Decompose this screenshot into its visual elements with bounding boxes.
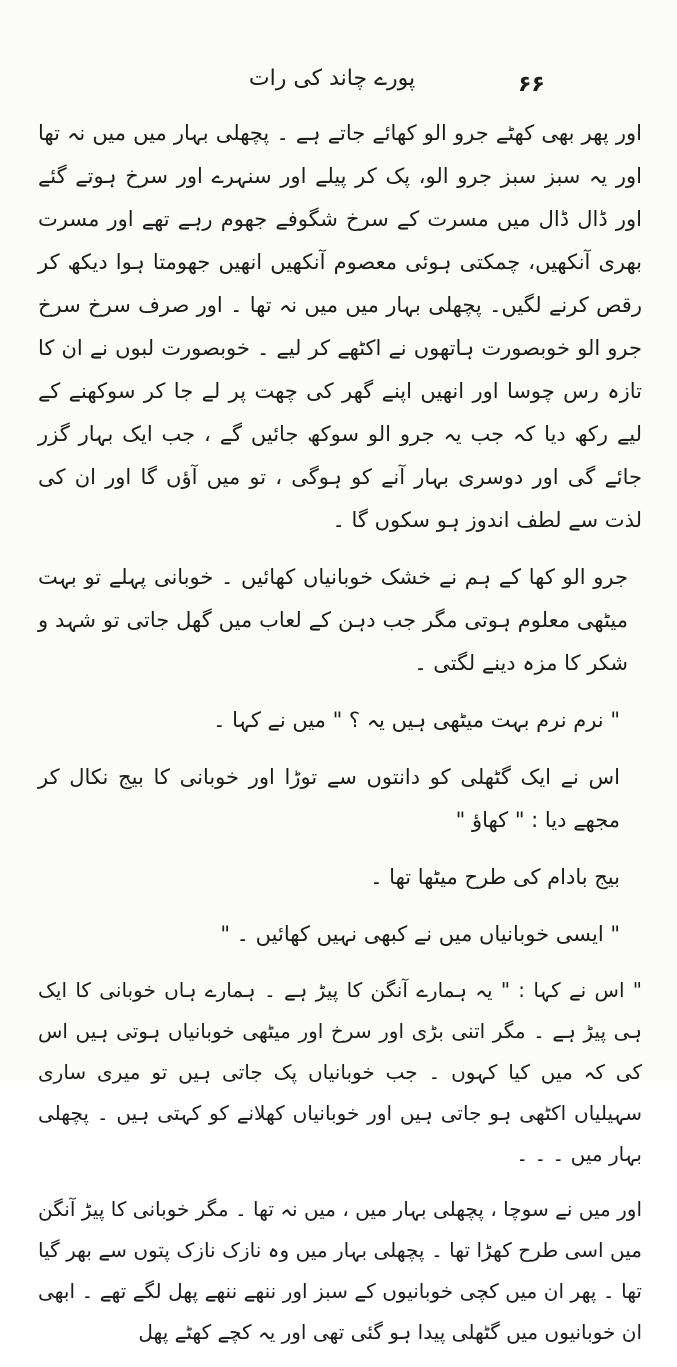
page-header <box>0 62 677 102</box>
page-number: ۶۶ <box>518 72 545 97</box>
paragraph-6: " ایسی خوبانیاں میں نے کبھی نہیں کھائیں ۔ " <box>220 922 620 946</box>
paragraph-3: " نرم نرم بہت میٹھی ہیں یہ ؟ " میں نے کہا ۔ <box>213 708 620 732</box>
page-body <box>38 112 642 1367</box>
paragraph-1: اور پھر بھی کھٹے جرو الو کھائے جاتے ہے ۔ پچھلی بہار میں میں نہ تھا اور یہ سبز سبز جرو الو، پک کر پیلے اور سنہرے اور سرخ ہوتے گئے اور ڈال ڈال میں مسرت کے سرخ شگوفے جھوم رہے تھے اور مسرت بھری آنکھیں، چمکتی ہوئی معصوم آنکھیں انھیں جھومتا ہوا دیکھ کر رقص کرنے لگیں۔ پچھلی بہار میں میں نہ تھا ۔ اور صرف سرخ سرخ جرو الو خوبصورت ہاتھوں نے اکٹھے کر لیے ۔ خوبصورت لبوں نے ان کا تازہ رس چوسا اور انھیں اپنے گھر کی چھت پر لے جا کر سوکھنے کے لیے رکھ دیا کہ جب یہ جرو الو سوکھ جائیں گے ، جب ایک بہار گزر جائے گی اور دوسری بہار آنے کو ہوگی ، تو میں آؤں گا اور ان کی لذت سے لطف اندوز ہو سکوں گا ۔ <box>38 121 642 532</box>
running-title: پورے چاند کی رات <box>248 66 416 91</box>
paragraph-4: اس نے ایک گٹھلی کو دانتوں سے توڑا اور خوبانی کا بیج نکال کر مجھے دیا : " کھاؤ " <box>38 765 620 832</box>
paragraph-7: " اس نے کہا : " یہ ہمارے آنگن کا پیڑ ہے ۔ ہمارے ہاں خوبانی کا ایک ہی پیڑ ہے ۔ مگر اتنی بڑی اور سرخ اور میٹھی خوبانیاں ہوتی ہیں اس کی کہ میں کیا کہوں ۔ جب خوبانیاں پک جاتی ہیں تو میری ساری سہیلیاں اکٹھی ہو جاتی ہیں اور خوبانیاں کھلانے کو کہتی ہیں ۔ پچھلی بہار میں ۔ ۔ ۔ <box>38 978 642 1166</box>
paragraph-5: بیج بادام کی طرح میٹھا تھا ۔ <box>370 865 620 889</box>
paragraph-8: اور میں نے سوچا ، پچھلی بہار میں ، میں نہ تھا ۔ مگر خوبانی کا پیڑ آنگن میں اسی طرح کھڑا تھا ۔ پچھلی بہار میں وہ نازک نازک پتوں سے بھر گیا تھا ۔ پھر ان میں کچی خوبانیوں کے سبز اور ننھے ننھے پھل لگے تھے ۔ ابھی ان خوبانیوں میں گٹھلی پیدا ہو گئی تھی اور یہ کچے کھٹے پھل <box>38 1197 642 1344</box>
paragraph-2: جرو الو کھا کے ہم نے خشک خوبانیاں کھائیں ۔ خوبانی پہلے تو بہت میٹھی معلوم ہوتی مگر جب دہن کے لعاب میں گھل جاتی تو شہد و شکر کا مزہ دینے لگتی ۔ <box>38 565 628 675</box>
